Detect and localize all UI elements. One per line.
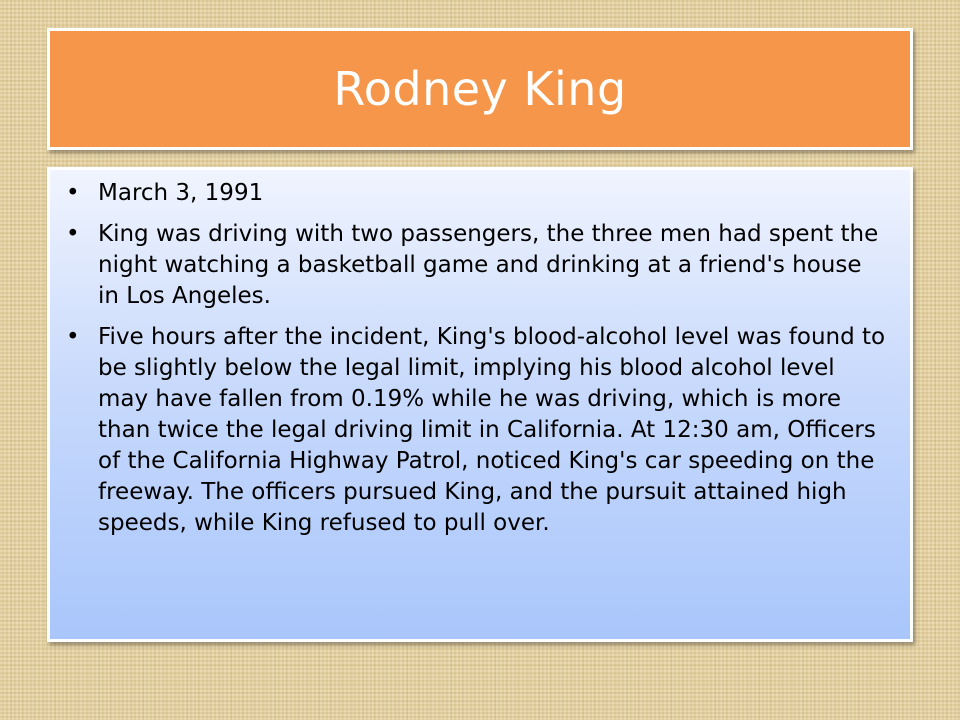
- bullet-dot-icon: •: [66, 324, 80, 350]
- bullet-item-pursuit: [64, 322, 888, 539]
- slide-title: Rodney King: [333, 62, 627, 116]
- bullet-item-date: [64, 178, 888, 209]
- bullet-list: [64, 178, 888, 539]
- bullet-item-passengers: [64, 219, 888, 312]
- content-box: [47, 167, 913, 642]
- bullet-text: King was driving with two passengers, the three men had spent the night watching a basketball game and drinking at a friend's house in Los Angeles.: [98, 221, 879, 309]
- bullet-dot-icon: •: [66, 221, 80, 247]
- title-box: [47, 28, 913, 150]
- bullet-dot-icon: •: [66, 180, 80, 206]
- bullet-text: March 3, 1991: [98, 180, 264, 206]
- bullet-text: Five hours after the incident, King's blood-alcohol level was found to be slightly below the legal limit, implying his blood alcohol level may have fallen from 0.19% while he was driving, which is more than twice the legal driving limit in California. At 12:30 am, Officers of the California Highway Patrol, noticed King's car speeding on the freeway. The officers pursued King, and the pursuit attained high speeds, while King refused to pull over.: [98, 324, 886, 536]
